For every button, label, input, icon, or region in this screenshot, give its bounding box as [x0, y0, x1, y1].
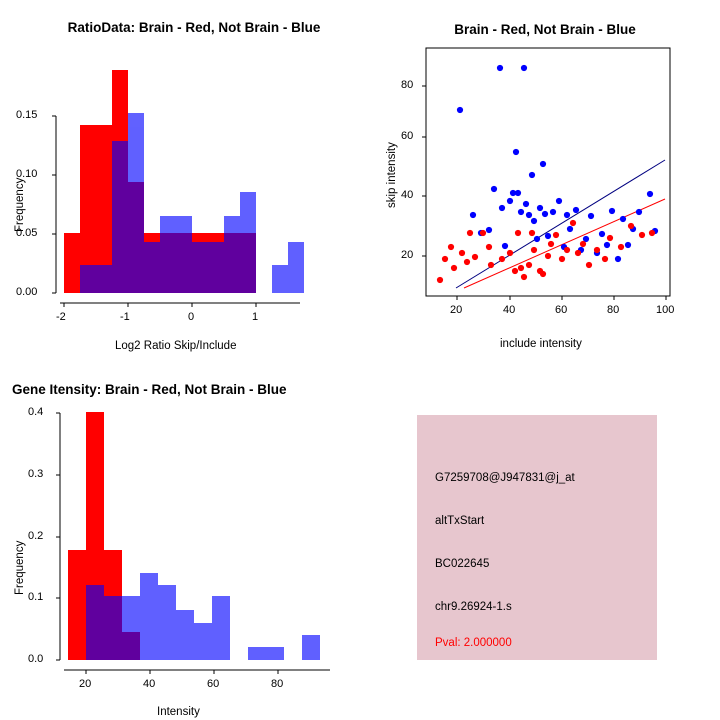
- gene-histogram-plot: [0, 360, 360, 720]
- gene-xtick-3: 80: [271, 678, 284, 690]
- scatter-ytick-2: 60: [401, 130, 414, 142]
- ratio-xtick-3: 1: [252, 311, 259, 323]
- info-pvalue: Pval: 2.000000: [435, 637, 512, 649]
- gene-xtick-2: 60: [207, 678, 220, 690]
- scatter-ytick-1: 40: [401, 189, 414, 201]
- panel-intensity-scatter: [360, 0, 720, 360]
- scatter-xaxis-label: include intensity: [500, 338, 582, 350]
- gene-histogram-title: Gene Itensity: Brain - Red, Not Brain - Blue: [12, 382, 287, 397]
- scatter-xtick-0: 20: [450, 304, 463, 316]
- scatter-xtick-3: 80: [607, 304, 620, 316]
- gene-yaxis-label: Frequency: [14, 540, 26, 595]
- gene-ytick-4: 0.4: [28, 406, 44, 418]
- gene-ytick-2: 0.2: [28, 530, 44, 542]
- ratio-histogram-title: RatioData: Brain - Red, Not Brain - Blue: [67, 20, 321, 35]
- scatter-ytick-0: 20: [401, 249, 414, 261]
- gene-ytick-0: 0.0: [28, 653, 44, 665]
- probe-info-panel: [417, 415, 657, 660]
- gene-xaxis-label: Intensity: [157, 706, 200, 718]
- scatter-xtick-2: 60: [555, 304, 568, 316]
- ratio-ytick-3: 0.15: [16, 109, 38, 121]
- info-accession: BC022645: [435, 558, 490, 570]
- scatter-yaxis-label: skip intensity: [386, 142, 398, 208]
- panel-ratio-histogram: [0, 0, 360, 360]
- ratio-xaxis-label: Log2 Ratio Skip/Include: [115, 340, 237, 352]
- ratio-xtick-0: -2: [56, 311, 66, 323]
- gene-xtick-0: 20: [79, 678, 92, 690]
- panel-gene-intensity-histogram: [0, 360, 360, 720]
- ratio-ytick-2: 0.10: [16, 168, 38, 180]
- gene-ytick-3: 0.3: [28, 468, 44, 480]
- info-locus: chr9.26924-1.s: [435, 601, 512, 613]
- ratio-ytick-1: 0.05: [16, 227, 38, 239]
- gene-ytick-1: 0.1: [28, 591, 44, 603]
- ratio-ytick-0: 0.00: [16, 286, 38, 298]
- gene-xtick-1: 40: [143, 678, 156, 690]
- ratio-histogram-plot: [0, 0, 360, 360]
- ratio-yaxis-label: Frequency: [14, 177, 26, 232]
- ratio-xtick-2: 0: [188, 311, 195, 323]
- scatter-xtick-4: 100: [656, 304, 675, 316]
- scatter-xtick-1: 40: [503, 304, 516, 316]
- info-probe-id: G7259708@J947831@j_at: [435, 472, 575, 484]
- scatter-ytick-3: 80: [401, 79, 414, 91]
- info-event-type: altTxStart: [435, 515, 485, 527]
- scatter-title: Brain - Red, Not Brain - Blue: [454, 22, 636, 37]
- ratio-xtick-1: -1: [120, 311, 130, 323]
